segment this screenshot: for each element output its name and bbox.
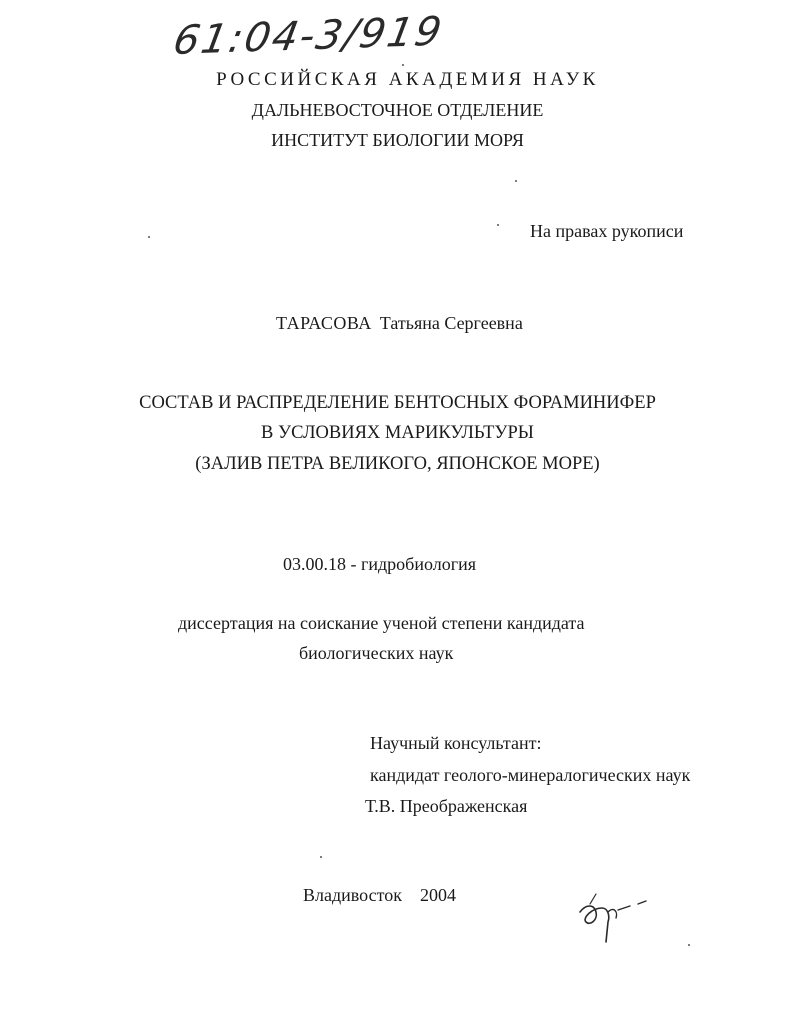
advisor-title: кандидат геолого-минералогических наук [370,765,691,785]
scan-speck [148,236,150,238]
year: 2004 [419,885,456,905]
scan-speck [688,944,690,946]
city: Владивосток [303,885,402,905]
scan-speck [402,64,404,66]
advisor-name: Т.В. Преображенская [365,796,528,816]
signature-mark [572,882,672,952]
scan-speck [497,224,499,226]
thesis-title-line-3: (ЗАЛИВ ПЕТРА ВЕЛИКОГО, ЯПОНСКОЕ МОРЕ) [195,454,600,474]
branch-heading: ДАЛЬНЕВОСТОЧНОЕ ОТДЕЛЕНИЕ [251,100,544,120]
thesis-title-line-2: В УСЛОВИЯХ МАРИКУЛЬТУРЫ [261,423,534,443]
author-given-names: Татьяна Сергеевна [379,313,523,333]
institute-heading: ИНСТИТУТ БИОЛОГИИ МОРЯ [271,130,524,150]
academy-heading: РОССИЙСКАЯ АКАДЕМИЯ НАУК [216,69,599,90]
thesis-title-line-1: СОСТАВ И РАСПРЕДЕЛЕНИЕ БЕНТОСНЫХ ФОРАМИНИФЕР [139,393,656,413]
advisor-label: Научный консультант: [370,733,542,753]
author-name [276,312,523,334]
archive-number-handwritten: 61:04-3/919 [169,8,447,64]
author-surname: ТАРАСОВА [276,313,372,333]
specialty-code: 03.00.18 - гидробиология [283,554,476,574]
city-year [303,884,456,906]
scan-speck [515,180,517,182]
degree-line-1: диссертация на соискание ученой степени кандидата [178,613,585,633]
degree-line-2: биологических наук [299,643,454,663]
manuscript-note: На правах рукописи [530,221,684,241]
scan-speck [320,856,322,858]
